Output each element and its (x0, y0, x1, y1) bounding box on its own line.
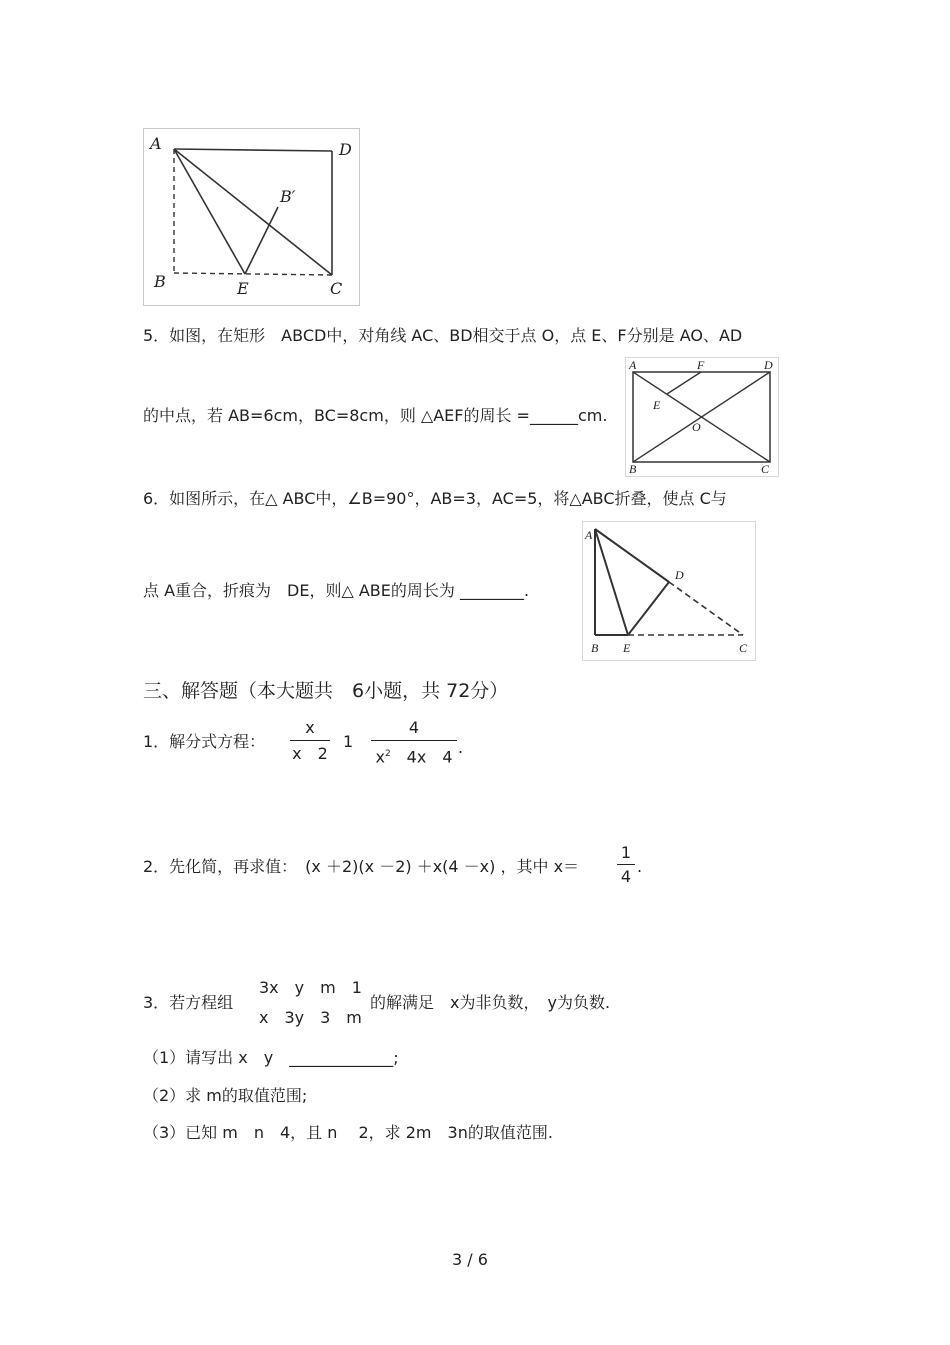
p1-frac2-den-x: x (375, 747, 385, 767)
label-B: B (591, 641, 599, 655)
label-A: A (629, 358, 637, 372)
p1-frac1-bar (290, 740, 330, 741)
q5-line1: 5．如图，在矩形 ABCD中，对角线 AC、BD相交于点 O，点 E、F分别是 AO、AD (143, 326, 743, 345)
p1-prefix: 1．解分式方程： (143, 732, 266, 751)
label-F: F (697, 358, 705, 372)
edge-DC-dashed (669, 582, 743, 635)
edge-AD (174, 149, 332, 151)
p2-frac-num: 1 (620, 843, 632, 862)
p1-end: . (458, 738, 464, 757)
q6-line2: 点 A重合，折痕为 DE，则△ ABE的周长为 ________. (143, 581, 530, 600)
edge-BC-dashed (174, 273, 332, 275)
p2-frac-bar (617, 864, 635, 865)
p2-fraction (617, 843, 635, 888)
p1-frac2-den (371, 742, 457, 769)
label-D: D (675, 568, 684, 582)
p3-sub3: （3）已知 m n 4，且 n 2，求 2m 3n的取值范围. (143, 1123, 553, 1142)
p3-suffix: 的解满足 x为非负数， y为负数. (370, 993, 611, 1012)
label-O: O (692, 420, 701, 434)
p3-eq1: 3x y m 1 (259, 978, 362, 997)
figure-rectangle-diagonals-svg (626, 358, 778, 476)
fold-line-AE (174, 149, 245, 274)
p1-frac2-den-rest: 4x 4 (390, 747, 453, 767)
segment-EF (667, 372, 701, 394)
p1-frac1-den: x 2 (292, 744, 328, 763)
figure-fold-rectangle-svg (144, 129, 359, 305)
label-E: E (623, 641, 631, 655)
q5-line2: 的中点，若 AB=6cm，BC=8cm，则 △AEF的周长 =______cm. (143, 406, 608, 425)
segment-AE (595, 529, 628, 635)
label-C: C (761, 462, 770, 476)
fold-line-DE (628, 582, 669, 635)
segment-EB-prime (245, 207, 278, 274)
p3-prefix: 3．若方程组 (143, 993, 234, 1012)
label-B: B (629, 462, 637, 476)
p2-text: 2．先化简，再求值： (x ＋2)(x －2) ＋x(4 －x) ，其中 x＝ (143, 857, 580, 876)
p1-mid: 1 (343, 732, 354, 751)
edge-AD (595, 529, 669, 582)
figure-rectangle-diagonals (625, 357, 779, 477)
p1-frac2-num: 4 (408, 718, 420, 737)
label-C: C (330, 279, 343, 298)
p3-sub2: （2）求 m的取值范围; (143, 1086, 308, 1105)
label-B-prime: B′ (280, 187, 296, 206)
figure-fold-triangle-svg (583, 522, 755, 660)
label-B: B (154, 272, 166, 291)
page-number: 3 / 6 (452, 1250, 488, 1269)
p3-eq2: x 3y 3 m (259, 1008, 362, 1027)
label-D: D (764, 358, 773, 372)
label-C: C (739, 641, 748, 655)
label-E: E (653, 398, 661, 412)
p1-frac2-bar (371, 740, 457, 741)
label-D: D (339, 140, 352, 159)
q6-line1: 6．如图所示，在△ ABC中，∠B=90°，AB=3，AC=5，将△ABC折叠，使点 C与 (143, 489, 727, 508)
section-title: 三、解答题（本大题共 6小题，共 72分） (143, 680, 509, 702)
p1-fraction-2 (371, 717, 457, 769)
p2-frac-den: 4 (620, 867, 632, 886)
p1-frac2-den-exp: 2 (384, 749, 391, 759)
figure-fold-triangle (582, 521, 756, 661)
p2-end: . (637, 857, 643, 876)
label-A: A (585, 528, 593, 542)
p1-fraction-1 (290, 717, 330, 766)
p1-frac1-num: x (305, 718, 315, 737)
p3-sub1: （1）请写出 x y _____________; (143, 1048, 399, 1067)
figure-fold-rectangle (143, 128, 360, 306)
label-E: E (237, 279, 249, 298)
label-A: A (150, 134, 162, 153)
